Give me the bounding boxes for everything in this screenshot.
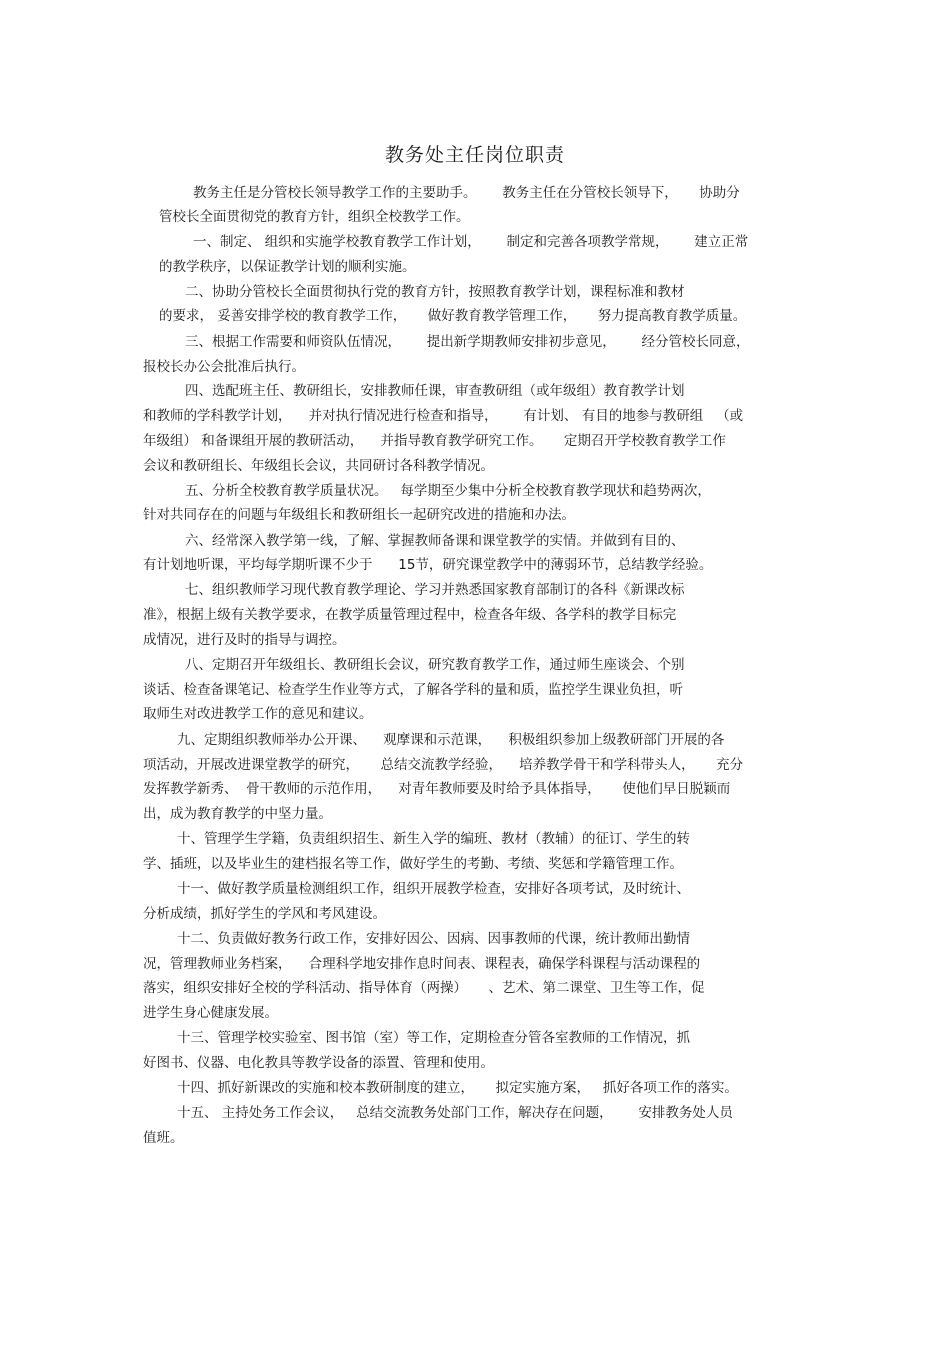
body-line: 管校长全面贯彻党的教育方针，组织全校教学工作。 (159, 209, 470, 225)
body-line: 学、插班，以及毕业生的建档报名等工作，做好学生的考勤、考绩、奖惩和学籍管理工作。 (143, 856, 683, 872)
body-line: 的教学秩序，以保证教学计划的顺利实施。 (159, 259, 416, 275)
body-line: 有计划地听课，平均每学期听课不少于 15节，研究课堂教学中的薄弱环节，总结教学经验。 (143, 557, 713, 573)
body-line: 出，成为教育教学的中坚力量。 (143, 806, 332, 822)
body-line: 十二、负责做好教务行政工作，安排好因公、因病、因事教师的代课，统计教师出勤情 (177, 931, 690, 947)
body-line: 三、根据工作需要和师资队伍情况， 提出新学期教师安排初步意见， 经分管校长同意， (185, 334, 750, 350)
body-line: 况，管理教师业务档案， 合理科学地安排作息时间表、课程表，确保学科课程与活动课程的 (143, 956, 701, 972)
body-line: 落实，组织安排好全校的学科活动、指导体育（两操） 、艺术、第二课堂、卫生等工作，促 (143, 980, 705, 996)
body-line: 项活动，开展改进课堂教学的研究， 总结交流教学经验， 培养教学骨干和学科带头人， 充分 (143, 757, 744, 773)
body-line: 好图书、仪器、电化教具等教学设备的添置、管理和使用。 (143, 1055, 494, 1071)
body-line: 取师生对改进教学工作的意见和建议。 (143, 706, 373, 722)
body-line: 十四、抓好新课改的实施和校本教研制度的建立， 拟定实施方案， 抓好各项工作的落实。 (177, 1080, 738, 1096)
body-line: 十、管理学生学籍，负责组织招生、新生入学的编班、教材（教辅）的征订、学生的转 (177, 831, 690, 847)
body-line: 年级组） 和备课组开展的教研活动， 并指导教育教学研究工作。 定期召开学校教育教学工作 (143, 433, 726, 449)
body-line: 九、定期组织教师举办公开课、 观摩课和示范课， 积极组织参加上级教研部门开展的各 (177, 732, 725, 748)
body-line: 报校长办公会批准后执行。 (143, 359, 305, 375)
body-line: 谈话、检查备课笔记、检查学生作业等方式，了解各学科的量和质，监控学生课业负担，听 (143, 682, 683, 698)
body-line: 十一、做好教学质量检测组织工作，组织开展教学检查，安排好各项考试，及时统计、 (177, 881, 690, 897)
body-line: 八、定期召开年级组长、教研组长会议，研究教育教学工作，通过师生座谈会、个别 (185, 657, 685, 673)
body-line: 准》，根据上级有关教学要求，在教学质量管理过程中，检查各年级、各学科的教学目标完 (143, 607, 677, 623)
body-line: 发挥教学新秀、 骨干教师的示范作用， 对青年教师要及时给予具体指导， 使他们早日脱颖而 (143, 781, 731, 797)
body-line: 会议和教研组长、年级组长会议，共同研讨各科教学情况。 (143, 458, 494, 474)
body-line: 四、选配班主任、教研组长，安排教师任课，审查教研组（或年级组）教育教学计划 (185, 383, 685, 399)
body-line: 分析成绩，抓好学生的学风和考风建设。 (143, 906, 386, 922)
body-line: 的要求， 妥善安排学校的教育教学工作， 做好教育教学管理工作， 努力提高教育教学质量。 (159, 308, 747, 324)
body-line: 七、组织教师学习现代教育教学理论、学习并熟悉国家教育部制订的各科《新课改标 (185, 582, 685, 598)
body-line: 进学生身心健康发展。 (143, 1005, 278, 1021)
document-title: 教务处主任岗位职责 (384, 144, 565, 166)
body-line: 一、制定、 组织和实施学校教育教学工作计划， 制定和完善各项教学常规， 建立正常 (193, 234, 749, 250)
body-line: 和教师的学科教学计划， 并对执行情况进行检查和指导， 有计划、 有目的地参与教研组 （或 (143, 408, 744, 424)
body-line: 五、分析全校教育教学质量状况。 每学期至少集中分析全校教育教学现状和趋势两次， (185, 483, 711, 499)
body-line: 成情况，进行及时的指导与调控。 (143, 632, 346, 648)
body-line: 值班。 (143, 1130, 184, 1146)
body-line: 教务主任是分管校长领导教学工作的主要助手。 教务主任在分管校长领导下， 协助分 (193, 185, 740, 201)
body-line: 十五、 主持处务工作会议， 总结交流教务处部门工作，解决存在问题， 安排教务处人员 (177, 1105, 733, 1121)
body-line: 六、经常深入教学第一线，了解、掌握教师备课和课堂教学的实情。并做到有目的、 (185, 533, 685, 549)
body-line: 十三、管理学校实验室、图书馆（室）等工作，定期检查分管各室教师的工作情况，抓 (177, 1030, 690, 1046)
body-line: 针对共同存在的问题与年级组长和教研组长一起研究改进的措施和办法。 (143, 507, 575, 523)
body-line: 二、协助分管校长全面贯彻执行党的教育方针，按照教育教学计划，课程标准和教材 (185, 284, 685, 300)
